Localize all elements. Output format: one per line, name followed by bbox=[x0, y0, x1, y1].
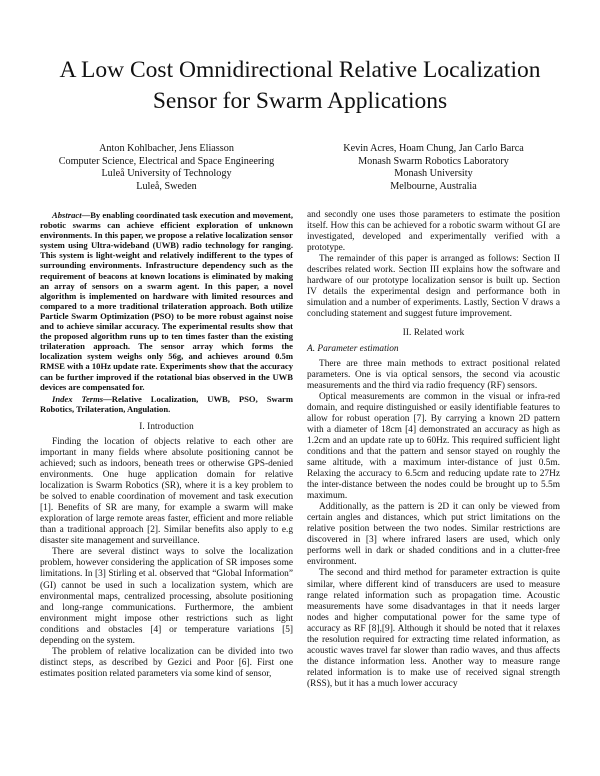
left-column bbox=[40, 210, 293, 680]
author-city: Melbourne, Australia bbox=[390, 180, 477, 192]
abstract-label: Abstract bbox=[52, 210, 82, 220]
author-names: Anton Kohlbacher, Jens Eliasson bbox=[99, 143, 234, 154]
author-department: Monash Swarm Robotics Laboratory bbox=[358, 155, 509, 167]
author-university: Monash University bbox=[394, 168, 473, 180]
body-paragraph: There are several distinct ways to solve the localization problem, however considering the application of SR imposes some limitations. In [3] Stirling et al. observed that “Global Information” (GI) cannot be used in such a localization system, which are environmental maps, centralized processing, absolute positioning and long-range communications. Furthermore, the ambient environment might impose other restrictions such as light conditions and obstacles [4] or temperature variations [5] depending on the system. bbox=[40, 547, 293, 646]
body-paragraph: and secondly one uses those parameters to estimate the position itself. How this can be achieved for a robotic swarm without GI are investigated, developed and experimentally verified with a prototype. bbox=[307, 210, 560, 254]
abstract bbox=[40, 210, 293, 392]
section-heading: I. Introduction bbox=[139, 420, 194, 431]
author-block-right bbox=[307, 143, 560, 193]
paper-title: A Low Cost Omnidirectional Relative Localization Sensor for Swarm Applications bbox=[59, 57, 541, 114]
author-names: Kevin Acres, Hoam Chung, Jan Carlo Barca bbox=[343, 143, 524, 154]
body-paragraph: The second and third method for parameter extraction is quite similar, where different kind of transducers are used to measure range related information such as propagation time. Acoustic measurements have some disadvantages in that it needs larger nodes and higher computational power for the same type of accuracy as RF [8],[9]. Although it should be noted that it relaxes the resolution required for extracting time related information, as acoustic waves travel far slower than radio waves, and thus affects the distance information less. Another way to measure range related information is to make use of received signal strength (RSS), but it has a much lower accuracy bbox=[307, 568, 560, 689]
subsection-heading: A. Parameter estimation bbox=[307, 343, 399, 354]
body-paragraph: There are three main methods to extract positional related parameters. One is via optical sensors, the second via acoustic measurements and the third via radio frequency (RF) sensors. bbox=[307, 358, 560, 391]
right-column bbox=[307, 210, 560, 690]
index-terms bbox=[40, 394, 293, 414]
body-paragraph: Optical measurements are common in the visual or infra-red domain, and require distinguished or easily identifiable features to allow for robust operation [7]. By carrying a known 2D pattern with a diameter of 18cm [4] demonstrated an accuracy as high as 1.2cm and an update rate up to 60Hz. This required sufficient light conditions and that the pattern and sensor stayed on roughly the same altitude, with a maximum inter-distance of just 0.5m. Relaxing the accuracy to 6.5cm and reducing update rate to 27Hz the inter-distance between the nodes could be brought up to 5.5m maximum. bbox=[307, 391, 560, 502]
index-terms-text: —Relative Localization, UWB, PSO, Swarm Robotics, Trilateration, Angulation. bbox=[40, 393, 293, 414]
abstract-text: —By enabling coordinated task execution and movement, robotic swarms can achieve efficient exploration of unknown environments. In this paper, we propose a relative localization sensor system using Ultra-wideband (UWB) radio technology for ranging. This system is light-weight and relatively indifferent to the types of surrounding environments. Infrastructure dependency such as the requirement of beacons at known locations is eliminated by making an array of sensors on a swarm agent. In this paper, a novel algorithm is implemented on hardware with limited resources and compared to a more traditional trilateration approach. Both utilize Particle Swarm Optimization (PSO) to be more robust against noise and to achieve similar accuracy. The experimental results show that the proposed algorithm runs up to ten times faster than the existing trilateration approach. The sensor array which forms the localization system weighs only 56g, and achieves around 0.5m RMSE with a 10Hz update rate. Experiments show that the accuracy can be further improved if the rotational bias observed in the UWB devices are compensated for. bbox=[40, 210, 293, 392]
body-paragraph: Finding the location of objects relative to each other are important in many fields where absolute positioning cannot be achieved; such as indoors, beneath trees or otherwise GPS-denied environments. One huge application domain for relative localization is Swarm Robotics (SR), where it is a key problem to be solved to enable coordination of movement and task execution [1]. Benefits of SR are many, for example a swarm will make exploration of large remote areas faster, efficient and more reliable than a traditional approach [2]. Similar benefits also apply to e.g disaster site management and surveillance. bbox=[40, 436, 293, 547]
author-city: Luleå, Sweden bbox=[136, 180, 197, 192]
section-heading: II. Related work bbox=[402, 327, 465, 338]
author-block-left bbox=[40, 143, 293, 193]
body-paragraph: Additionally, as the pattern is 2D it can only be viewed from certain angles and distances, which put strict limitations on the relative position between the two nodes. Similar restrictions are discovered in [3] where infrared lasers are used, which only performs well in dark or shaded conditions and in a clutter-free environment. bbox=[307, 502, 560, 568]
body-paragraph: The problem of relative localization can be divided into two distinct steps, as described by Gezici and Poor [6]. First one estimates position related parameters via some kind of sensor, bbox=[40, 646, 293, 679]
index-terms-label: Index Terms bbox=[52, 393, 104, 404]
author-department: Computer Science, Electrical and Space Engineering bbox=[58, 155, 275, 167]
body-paragraph: The remainder of this paper is arranged as follows: Section II describes related work. Section III explains how the software and hardware of our prototype localization sensor is built up. Section IV details the experimental design and performance both in simulation and a number of experiments. Lastly, Section V draws a concluding statement and suggest future improvement. bbox=[307, 254, 560, 320]
author-university: Luleå University of Technology bbox=[101, 168, 232, 180]
